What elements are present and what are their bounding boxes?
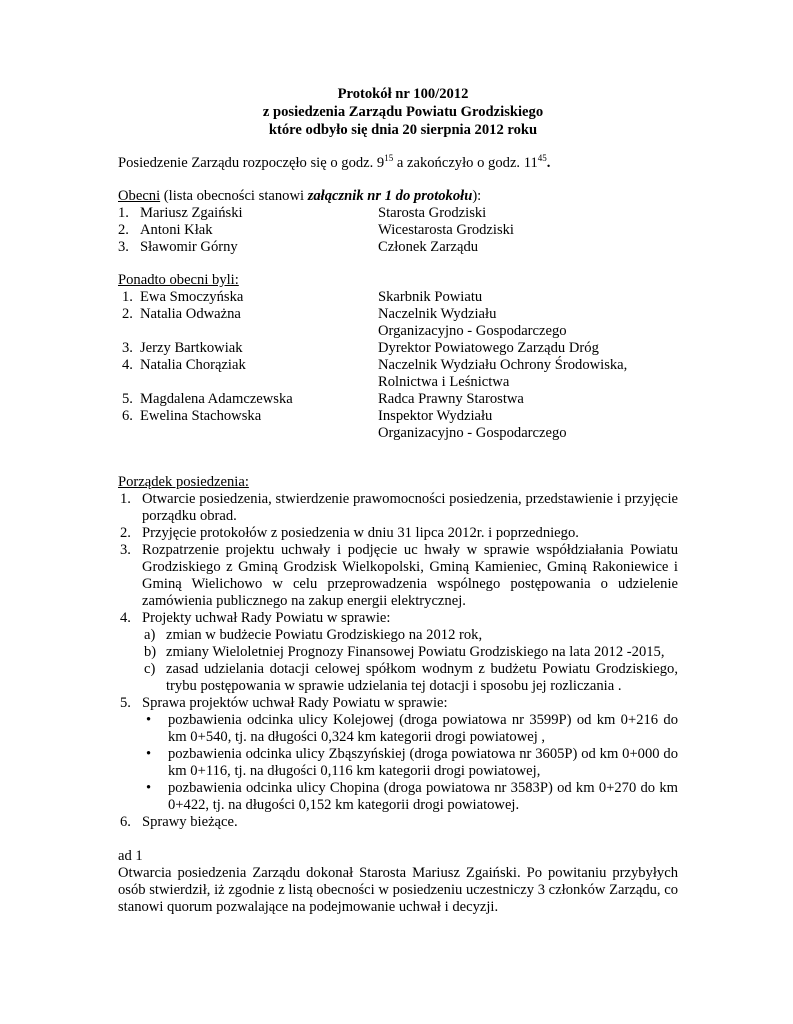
other-attendee-number: 4. [122,357,133,373]
agenda-item-body [142,610,678,695]
agenda-item [118,814,678,831]
attendee-name: Antoni Kłak [140,222,213,238]
agenda-item-text: Projekty uchwał Rady Powiatu w sprawie: [142,610,391,626]
agenda-item-body [142,814,678,831]
document-page [118,86,678,916]
agenda-list [118,491,678,831]
attendee-name: Mariusz Zgaiński [140,205,243,221]
agenda-item-body [142,491,678,525]
agenda-section [118,474,678,831]
other-attendee-role: Naczelnik Wydziału Ochrony Środowiska, [378,357,628,373]
session-suffix: . [546,155,551,171]
agenda-subitem [142,661,678,695]
agenda-subitem-text: zmiany Wieloletniej Prognozy Finansowej Powiatu Grodziskiego na lata 2012 -2015, [166,644,665,660]
agenda-item-number: 5. [120,695,131,711]
agenda-item [118,542,678,610]
bullet-icon: • [146,712,152,728]
attendee-role: Członek Zarządu [378,239,479,255]
agenda-item [118,491,678,525]
other-attendee-row [118,425,678,442]
agenda-item-number: 2. [120,525,131,541]
attendees-list [118,205,678,256]
other-attendee-row [118,306,678,323]
agenda-item [118,695,678,814]
attendee-role: Starosta Grodziski [378,205,487,221]
other-attendee-role: Naczelnik Wydziału [378,306,497,322]
other-attendee-row [118,391,678,408]
attendee-row [118,205,678,222]
other-attendee-row [118,357,678,374]
other-attendee-number [118,374,140,391]
agenda-item-body [142,542,678,610]
attendee-number: 1. [118,205,129,221]
agenda-subitem-text: zasad udzielania dotacji celowej spółkom wodnym z budżetu Powiatu Grodziskiego, trybu postępowania w sprawie udzielania tej dotacji i sposobu jej rozliczania . [166,661,678,694]
other-attendee-role: Dyrektor Powiatowego Zarządu Dróg [378,340,599,356]
agenda-item-body [142,525,678,542]
session-start-minutes: 15 [384,153,394,163]
bullet-icon: • [146,746,152,762]
other-attendee-row [118,408,678,425]
session-end-minutes: 45 [537,153,547,163]
attendee-row [118,239,678,256]
other-attendee-name [140,425,378,442]
other-attendee-role: Rolnictwa i Leśnictwa [378,374,510,390]
other-attendee-name: Magdalena Adamczewska [140,391,293,407]
attendees-note-prefix: (lista obecności stanowi [160,188,308,204]
agenda-item-text: Otwarcie posiedzenia, stwierdzenie prawomocności posiedzenia, przedstawienie i przyjęcie porządku obrad. [142,491,678,524]
ad1-text: Otwarcia posiedzenia Zarządu dokonał Starosta Mariusz Zgaiński. Po powitaniu przybyłych osób stwierdził, iż zgodnie z listą obecności w posiedzeniu uczestniczy 3 członków Zarządu, co stanowi quorum pozwalające na podejmowanie uchwał i decyzji. [118,865,678,915]
agenda-item-number: 4. [120,610,131,626]
agenda-item-text: Przyjęcie protokołów z posiedzenia w dniu 31 lipca 2012r. i poprzedniego. [142,525,579,541]
attendees-note-suffix: ): [472,188,482,204]
session-prefix: Posiedzenie Zarządu rozpoczęło się o godz. 9 [118,155,385,171]
document-title [128,86,678,140]
other-attendee-number [118,425,140,442]
agenda-bullet-text: pozbawienia odcinka ulicy Zbąszyńskiej (droga powiatowa nr 3605P) od km 0+000 do km 0+116, tj. na długości 0,116 km kategorii drogi powiatowej, [168,746,678,779]
agenda-item [118,525,678,542]
other-attendee-name: Natalia Chorąziak [140,357,246,373]
agenda-subitem [142,644,678,661]
agenda-item-text: Rozpatrzenie projektu uchwały i podjęcie uc hwały w sprawie współdziałania Powiatu Grodziskiego z Gminą Grodzisk Wielkopolski, Gminą Kamieniec, Gminą Rakoniewice i Gminą Wielichowo w celu przeprowadzenia wspólnego postępowania o udzielenie zamówienia publicznego na zakup energii elektrycznej. [142,542,678,609]
agenda-bullet-text: pozbawienia odcinka ulicy Kolejowej (droga powiatowa nr 3599P) od km 0+216 do km 0+540, tj. na długości 0,324 km kategorii drogi powiatowej , [168,712,678,745]
session-time [118,155,678,172]
attendees-note-em: załącznik nr 1 do protokołu [307,188,473,204]
other-attendee-name: Jerzy Bartkowiak [140,340,243,356]
other-attendee-name: Ewelina Stachowska [140,408,262,424]
agenda-item-number: 3. [120,542,131,558]
ad1-section [118,848,678,916]
attendee-row [118,222,678,239]
other-attendee-number [118,323,140,340]
others-heading: Ponadto obecni byli: [118,272,239,288]
agenda-bullet-item [142,780,678,814]
attendee-name: Sławomir Górny [140,239,238,255]
agenda-item-body [142,695,678,814]
other-attendee-row [118,289,678,306]
other-attendee-number: 2. [122,306,133,322]
agenda-item-text: Sprawa projektów uchwał Rady Powiatu w sprawie: [142,695,448,711]
agenda-item-number: 1. [120,491,131,507]
other-attendee-name: Natalia Odważna [140,306,241,322]
title-line-1: Protokół nr 100/2012 [337,86,469,102]
other-attendee-role: Inspektor Wydziału [378,408,493,424]
agenda-bullet-item [142,746,678,780]
agenda-subitem-letter: c) [144,661,156,677]
other-attendee-role: Radca Prawny Starostwa [378,391,524,407]
other-attendee-role: Organizacyjno - Gospodarczego [378,425,567,441]
other-attendee-row [118,323,678,340]
other-attendee-name: Ewa Smoczyńska [140,289,244,305]
bullet-icon: • [146,780,152,796]
other-attendee-name [140,323,378,340]
attendee-role: Wicestarosta Grodziski [378,222,514,238]
agenda-item-text: Sprawy bieżące. [142,814,238,830]
agenda-subitem [142,627,678,644]
others-list [118,289,678,442]
title-line-2: z posiedzenia Zarządu Powiatu Grodziskiego [262,104,544,120]
other-attendee-number: 5. [122,391,133,407]
attendees-heading: Obecni [118,188,161,204]
others-section [118,272,678,442]
agenda-item [118,610,678,695]
agenda-heading: Porządek posiedzenia: [118,474,249,490]
attendees-section [118,188,678,256]
attendees-heading-line [118,188,678,205]
other-attendee-row [118,340,678,357]
attendee-number: 3. [118,239,129,255]
agenda-subitem-letter: b) [144,644,157,660]
other-attendee-number: 1. [122,289,133,305]
other-attendee-role: Skarbnik Powiatu [378,289,483,305]
ad1-heading: ad 1 [118,848,143,864]
agenda-item-number: 6. [120,814,131,830]
other-attendee-number: 6. [122,408,133,424]
other-attendee-role: Organizacyjno - Gospodarczego [378,323,567,339]
agenda-subitem-letter: a) [144,627,156,643]
other-attendee-row [118,374,678,391]
agenda-bullet-text: pozbawienia odcinka ulicy Chopina (droga powiatowa nr 3583P) od km 0+270 do km 0+422, tj. na długości 0,152 km kategorii drogi powiatowej. [168,780,678,813]
agenda-bullet-item [142,712,678,746]
attendee-number: 2. [118,222,129,238]
other-attendee-number: 3. [122,340,133,356]
session-middle: a zakończyło o godz. 11 [393,155,538,171]
other-attendee-name [140,374,378,391]
title-line-3: które odbyło się dnia 20 sierpnia 2012 roku [268,122,538,138]
agenda-subitem-text: zmian w budżecie Powiatu Grodziskiego na 2012 rok, [166,627,483,643]
